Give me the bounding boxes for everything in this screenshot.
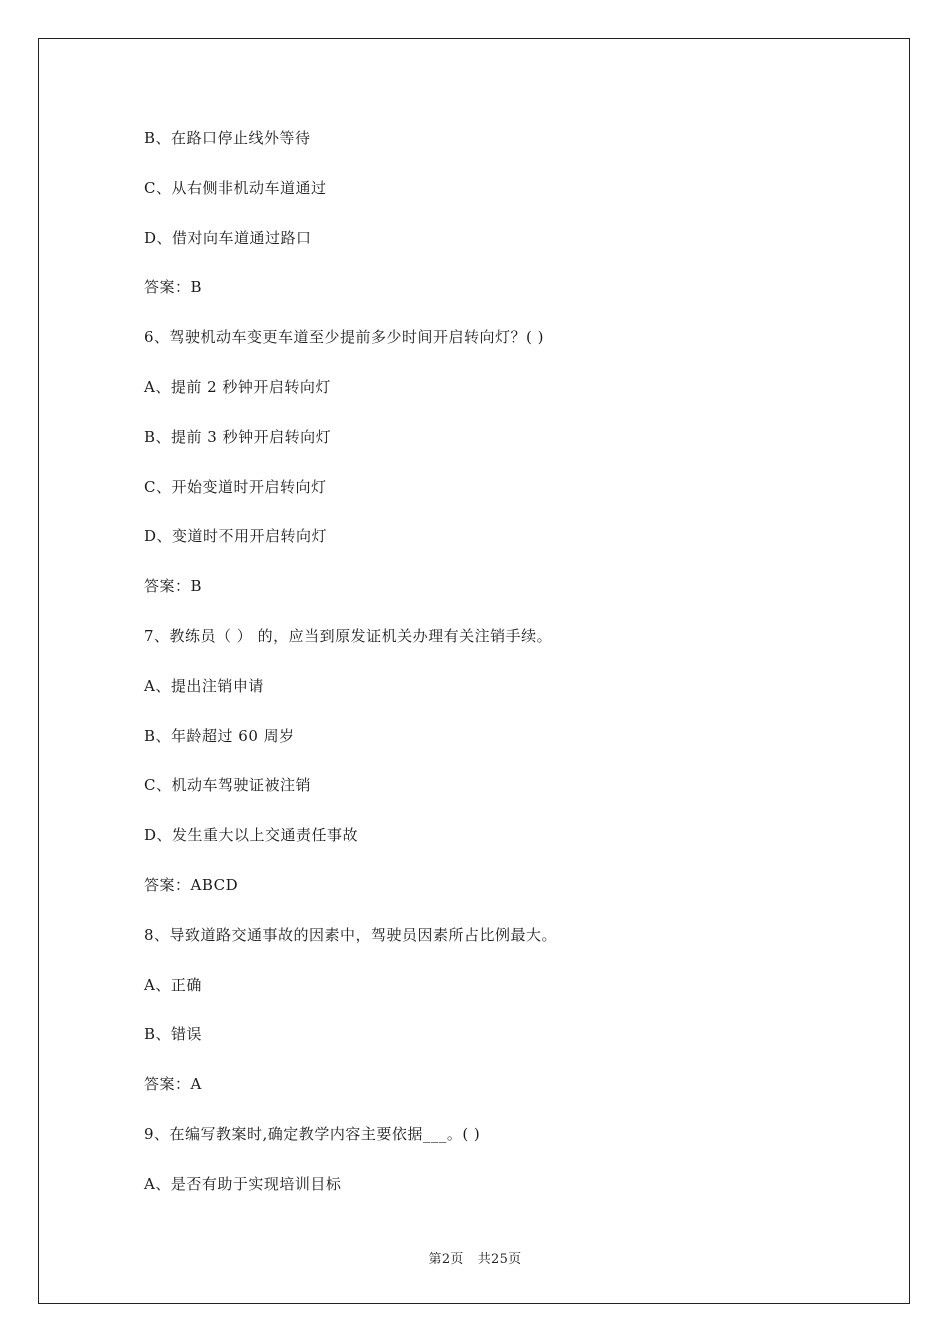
text-line: C、从右侧非机动车道通过 <box>144 178 327 197</box>
question-line: 8、导致道路交通事故的因素中，驾驶员因素所占比例最大。 <box>144 925 558 944</box>
text-line: A、提出注销申请 <box>144 676 264 695</box>
question-line: 9、在编写教案时,确定教学内容主要依据___。( ) <box>144 1124 481 1143</box>
question-content <box>144 126 864 1222</box>
answer-line: 答案：ABCD <box>144 875 239 894</box>
text-line: B、错误 <box>144 1025 203 1044</box>
question-line: 7、教练员（ ） 的，应当到原发证机关办理有关注销手续。 <box>144 626 553 645</box>
text-line: C、机动车驾驶证被注销 <box>144 776 311 795</box>
text-line: C、开始变道时开启转向灯 <box>144 477 327 496</box>
text-line: A、正确 <box>144 975 202 994</box>
answer-line: 答案：B <box>144 278 203 297</box>
question-line: 6、驾驶机动车变更车道至少提前多少时间开启转向灯？( ) <box>144 328 545 347</box>
text-line: A、提前 2 秒钟开启转向灯 <box>144 377 331 396</box>
text-line: D、发生重大以上交通责任事故 <box>144 826 359 845</box>
answer-line: 答案：A <box>144 1075 202 1094</box>
text-line: D、借对向车道通过路口 <box>144 228 312 247</box>
total-page-count: 共25页 <box>477 1252 522 1267</box>
text-line: B、在路口停止线外等待 <box>144 129 311 147</box>
text-line: A、是否有助于实现培训目标 <box>144 1174 342 1193</box>
answer-line: 答案：B <box>144 577 203 596</box>
text-line: B、年龄超过 60 周岁 <box>144 726 295 745</box>
page-footer <box>0 1248 950 1267</box>
current-page-number: 第2页 <box>428 1252 464 1267</box>
text-line: B、提前 3 秒钟开启转向灯 <box>144 427 332 446</box>
text-line: D、变道时不用开启转向灯 <box>144 527 328 546</box>
